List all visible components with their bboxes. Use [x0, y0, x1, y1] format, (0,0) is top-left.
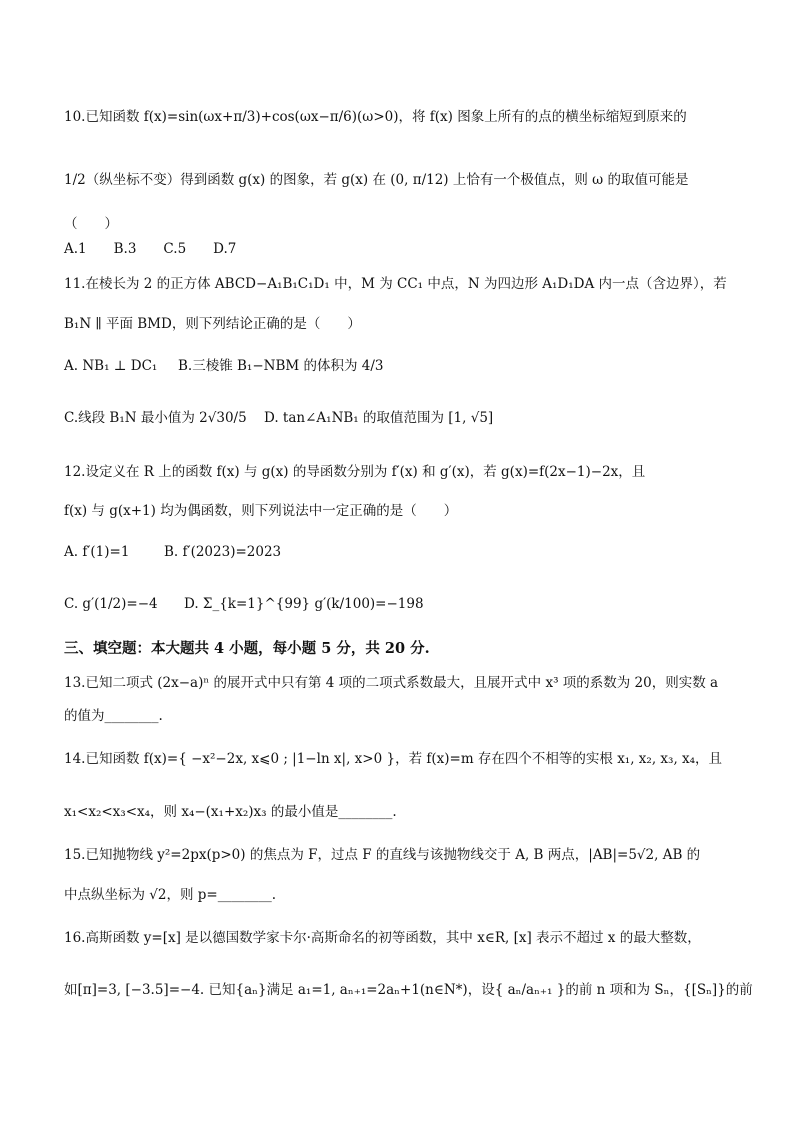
q12-option-d: D. Σ_{k=1}^{99} g′(k/100)=−198	[184, 596, 424, 612]
q12-option-a: A. f′(1)=1	[64, 544, 130, 560]
q15-line2: 中点纵坐标为 √2，则 p=________.	[64, 887, 277, 903]
q11-option-c: C.线段 B₁N 最小值为 2√30/5	[64, 410, 247, 426]
q12-option-c: C. g′(1/2)=−4	[64, 596, 158, 612]
q12-line1: 12.设定义在 R 上的函数 f(x) 与 g(x) 的导函数分别为 f′(x) 和 g′(x)，若 g(x)=f(2x−1)−2x，且	[64, 464, 646, 480]
q16-line2: 如[π]=3, [−3.5]=−4. 已知{aₙ}满足 a₁=1, aₙ₊₁=2aₙ+1(n∈N*)，设{ aₙ/aₙ₊₁ }的前 n 项和为 Sₙ，{[Sₙ]}的前	[64, 982, 753, 998]
q12-line2: f(x) 与 g(x+1) 均为偶函数，则下列说法中一定正确的是（ ）	[64, 503, 458, 519]
q10-line3: （ ）	[64, 216, 118, 232]
q11-line1: 11.在棱长为 2 的正方体 ABCD−A₁B₁C₁D₁ 中，M 为 CC₁ 中点，N 为四边形 A₁D₁DA 内一点（含边界），若	[64, 276, 727, 292]
q10-line1: 10.已知函数 f(x)=sin(ωx+π/3)+cos(ωx−π/6)(ω>0)，将 f(x) 图象上所有的点的横坐标缩短到原来的	[64, 109, 687, 125]
q13-line1: 13.已知二项式 (2x−a)ⁿ 的展开式中只有第 4 项的二项式系数最大，且展开式中 x³ 项的系数为 20，则实数 a	[64, 675, 719, 691]
q14-line2: x₁<x₂<x₃<x₄，则 x₄−(x₁+x₂)x₃ 的最小值是________.	[64, 804, 397, 820]
section-heading: 三、填空题：本大题共 4 小题，每小题 5 分，共 20 分.	[64, 640, 430, 657]
q16-line1: 16.高斯函数 y=[x] 是以德国数学家卡尔·高斯命名的初等函数，其中 x∈R, [x] 表示不超过 x 的最大整数，	[64, 930, 701, 946]
q11-option-a: A. NB₁ ⊥ DC₁	[64, 358, 158, 374]
q11-option-d: D. tan∠A₁NB₁ 的取值范围为 [1, √5]	[264, 410, 494, 426]
q13-line2: 的值为________.	[64, 708, 163, 724]
q12-option-b: B. f′(2023)=2023	[164, 544, 282, 560]
q15-line1: 15.已知抛物线 y²=2px(p>0) 的焦点为 F，过点 F 的直线与该抛物线交于 A, B 两点，|AB|=5√2, AB 的	[64, 847, 701, 863]
q11-option-b: B.三棱锥 B₁−NBM 的体积为 4/3	[178, 358, 384, 374]
q10-options: A.1 B.3 C.5 D.7	[64, 241, 237, 257]
q10-line2: 1/2（纵坐标不变）得到函数 g(x) 的图象，若 g(x) 在 (0, π/12) 上恰有一个极值点，则 ω 的取值可能是	[64, 172, 689, 188]
q11-line2: B₁N ∥ 平面 BMD，则下列结论正确的是（ ）	[64, 316, 361, 332]
q14-line1: 14.已知函数 f(x)={ −x²−2x, x⩽0 ; |1−ln x|, x>0 }，若 f(x)=m 存在四个不相等的实根 x₁, x₂, x₃, x₄，且	[64, 751, 723, 767]
